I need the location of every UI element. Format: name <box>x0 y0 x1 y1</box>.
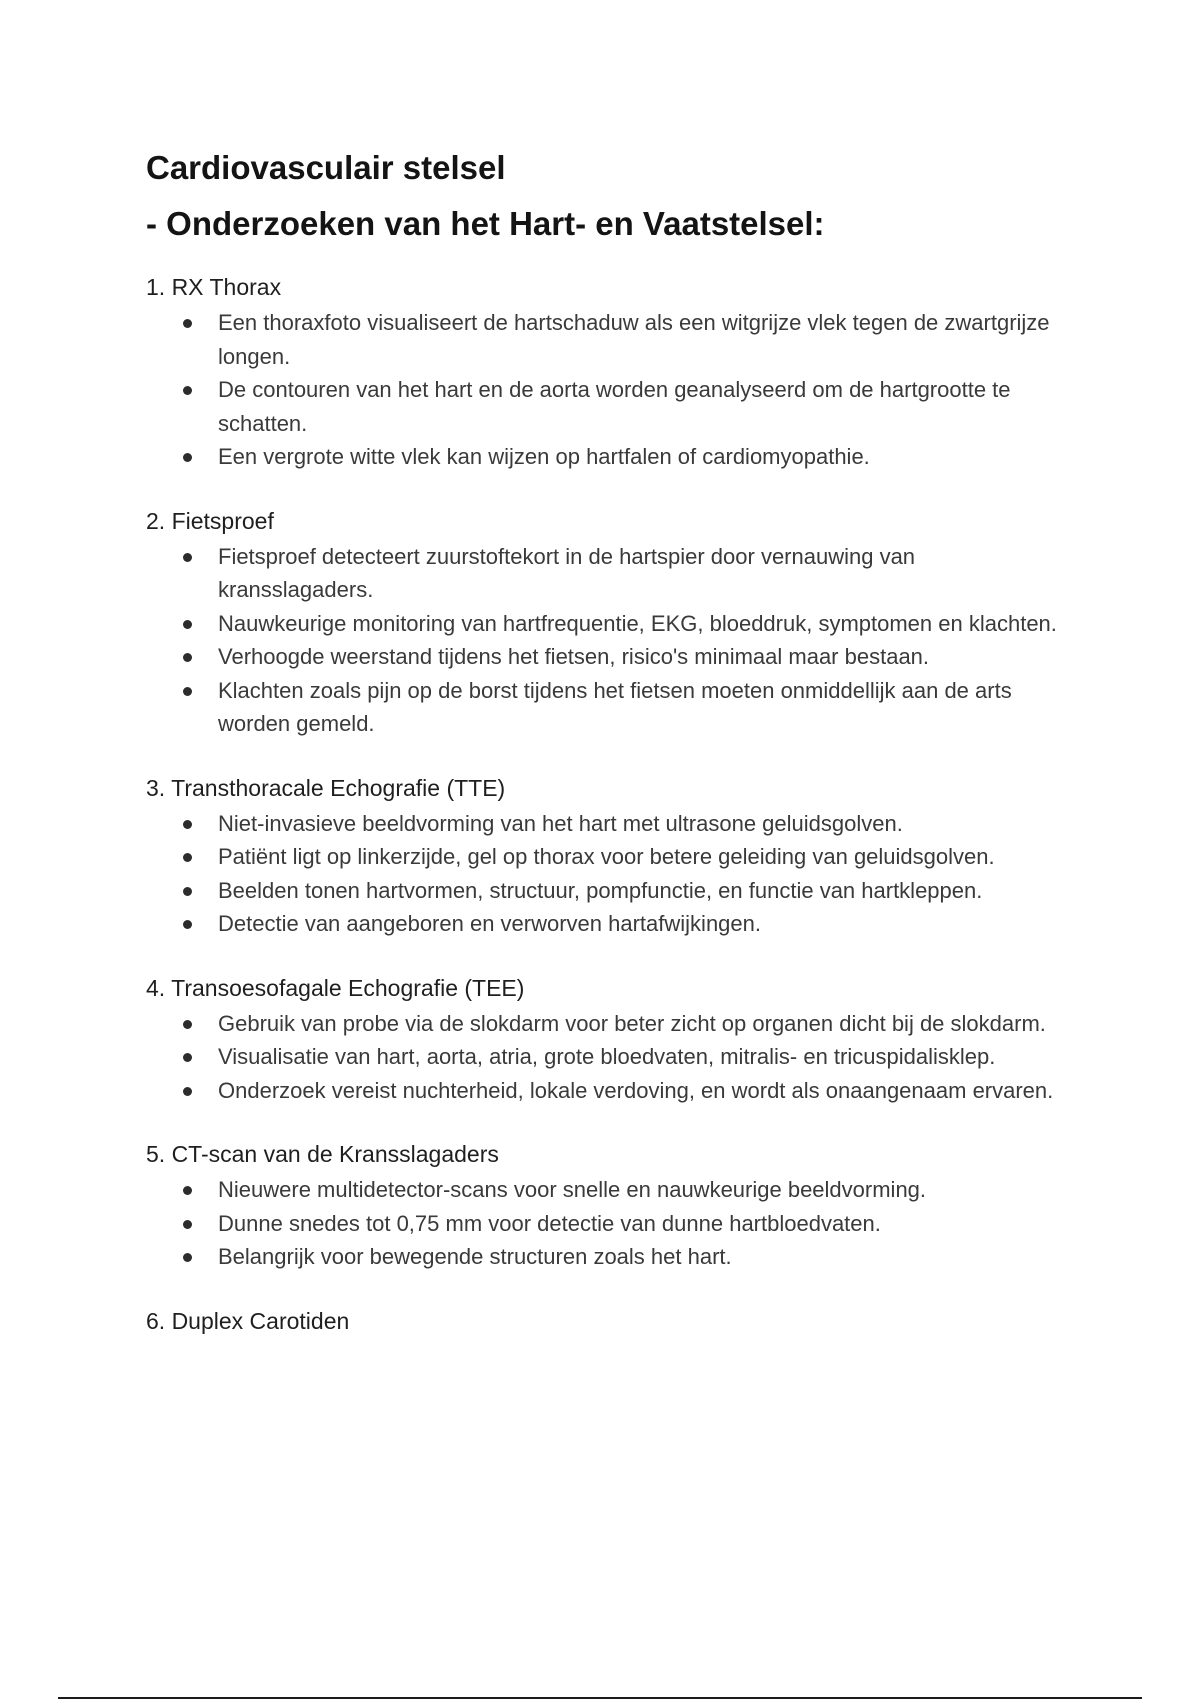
list-item-text: Gebruik van probe via de slokdarm voor beter zicht op organen dicht bij de slokdarm. <box>218 1010 1046 1036</box>
list-item-text: Dunne snedes tot 0,75 mm voor detectie van dunne hartbloedvaten. <box>218 1210 881 1236</box>
bullet-dot-icon <box>183 920 192 929</box>
list-item <box>146 607 1066 641</box>
bullet-list <box>146 306 1066 474</box>
bullet-list <box>146 807 1066 941</box>
list-item-text: Onderzoek vereist nuchterheid, lokale verdoving, en wordt als onaangenaam ervaren. <box>218 1077 1054 1103</box>
list-item-text: Niet-invasieve beeldvorming van het hart met ultrasone geluidsgolven. <box>218 810 903 836</box>
list-item <box>146 1173 1066 1207</box>
list-item <box>146 640 1066 674</box>
list-item <box>146 1007 1066 1041</box>
bullet-dot-icon <box>183 1020 192 1029</box>
bullet-dot-icon <box>183 386 192 395</box>
list-item-text: Nauwkeurige monitoring van hartfrequentie, EKG, bloeddruk, symptomen en klachten. <box>218 610 1057 636</box>
section-heading: 1. RX Thorax <box>146 274 282 300</box>
list-item-text: Klachten zoals pijn op de borst tijdens het fietsen moeten onmiddellijk aan de arts worden gemeld. <box>218 677 1012 736</box>
list-item <box>146 874 1066 908</box>
list-item-text: Verhoogde weerstand tijdens het fietsen, risico's minimaal maar bestaan. <box>218 644 930 669</box>
list-item <box>146 674 1066 741</box>
bullet-list <box>146 540 1066 741</box>
bullet-dot-icon <box>183 853 192 862</box>
list-item-text: Patiënt ligt op linkerzijde, gel op thorax voor betere geleiding van geluidsgolven. <box>218 844 995 869</box>
bullet-dot-icon <box>183 319 192 328</box>
list-item <box>146 440 1066 474</box>
list-item <box>146 807 1066 841</box>
bullet-dot-icon <box>183 887 192 896</box>
list-item <box>146 540 1066 607</box>
section-heading: 5. CT-scan van de Kransslagaders <box>146 1141 499 1167</box>
bullet-dot-icon <box>183 820 192 829</box>
bullet-dot-icon <box>183 453 192 462</box>
bullet-dot-icon <box>183 553 192 562</box>
list-item <box>146 1240 1066 1274</box>
bullet-list <box>146 1007 1066 1108</box>
list-item-text: Beelden tonen hartvormen, structuur, pompfunctie, en functie van hartkleppen. <box>218 877 983 903</box>
bullet-dot-icon <box>183 1087 192 1096</box>
list-item <box>146 1040 1066 1074</box>
list-item-text: Een vergrote witte vlek kan wijzen op hartfalen of cardiomyopathie. <box>218 444 870 469</box>
list-item-text: Detectie van aangeboren en verworven hartafwijkingen. <box>218 911 761 936</box>
section-heading: 4. Transoesofagale Echografie (TEE) <box>146 974 525 1001</box>
list-item-text: Een thoraxfoto visualiseert de hartschaduw als een witgrijze vlek tegen de zwartgrijze longen. <box>218 310 1050 369</box>
list-item <box>146 840 1066 874</box>
bullet-dot-icon <box>183 687 192 696</box>
list-item-text: Nieuwere multidetector-scans voor snelle en nauwkeurige beeldvorming. <box>218 1177 927 1202</box>
list-item <box>146 306 1066 373</box>
list-item <box>146 373 1066 440</box>
bullet-dot-icon <box>183 653 192 662</box>
section-ct-scan <box>146 1137 1066 1274</box>
bullet-dot-icon <box>183 620 192 629</box>
bullet-list <box>146 1173 1066 1274</box>
section-tte <box>146 771 1066 941</box>
section-fietsproef <box>146 504 1066 741</box>
list-item <box>146 907 1066 941</box>
section-heading: 3. Transthoracale Echografie (TTE) <box>146 774 506 801</box>
section-heading: 2. Fietsproef <box>146 507 274 534</box>
bullet-dot-icon <box>183 1253 192 1262</box>
document-title: Cardiovasculair stelsel <box>146 149 506 186</box>
list-item-text: De contouren van het hart en de aorta worden geanalyseerd om de hartgrootte te schatten. <box>218 377 1011 436</box>
section-heading: 6. Duplex Carotiden <box>146 1307 350 1334</box>
bullet-dot-icon <box>183 1053 192 1062</box>
document-content <box>146 140 1066 1368</box>
section-tee <box>146 971 1066 1108</box>
list-item-text: Fietsproef detecteert zuurstoftekort in de hartspier door vernauwing van kransslagaders. <box>218 543 916 602</box>
list-item <box>146 1207 1066 1241</box>
bullet-dot-icon <box>183 1186 192 1195</box>
bullet-dot-icon <box>183 1220 192 1229</box>
list-item-text: Visualisatie van hart, aorta, atria, grote bloedvaten, mitralis- en tricuspidalisklep. <box>218 1044 996 1069</box>
document-subtitle: - Onderzoeken van het Hart- en Vaatstelsel: <box>146 205 825 242</box>
section-rx-thorax <box>146 270 1066 474</box>
list-item-text: Belangrijk voor bewegende structuren zoals het hart. <box>218 1244 732 1269</box>
section-duplex-carotiden <box>146 1304 1066 1338</box>
list-item <box>146 1074 1066 1108</box>
footer-divider <box>58 1697 1142 1699</box>
